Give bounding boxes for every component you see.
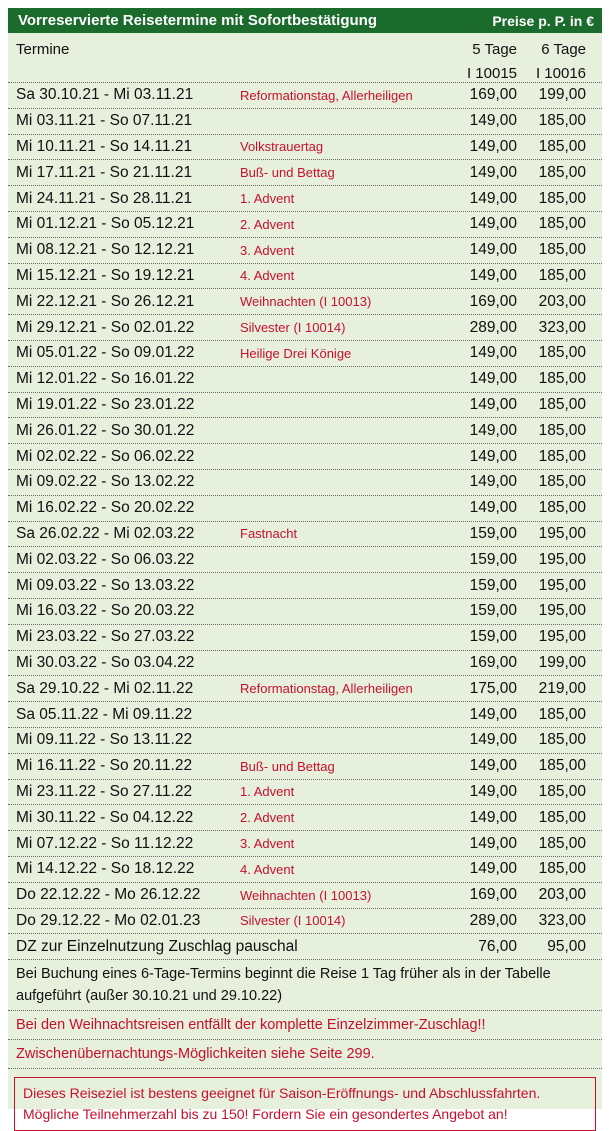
row-date: Mi 09.02.22 - So 13.02.22 bbox=[16, 473, 195, 491]
row-date: Mi 05.01.22 - So 09.01.22 bbox=[16, 344, 195, 362]
row-price-5: 149,00 bbox=[469, 344, 517, 362]
row-price-6: 185,00 bbox=[538, 241, 586, 259]
row-holiday: 1. Advent bbox=[240, 784, 295, 800]
row-price-5: 149,00 bbox=[469, 499, 517, 517]
row-price-5: 159,00 bbox=[469, 628, 517, 646]
row-holiday: Silvester (I 10014) bbox=[240, 320, 346, 336]
row-date: Mi 07.12.22 - So 11.12.22 bbox=[16, 834, 194, 852]
row-price-5: 149,00 bbox=[469, 705, 517, 723]
row-price-5: 149,00 bbox=[469, 189, 517, 207]
row-price-5: 76,00 bbox=[478, 937, 517, 955]
row-holiday: 4. Advent bbox=[240, 268, 295, 284]
row-date: Mi 19.01.22 - So 23.01.22 bbox=[16, 395, 195, 413]
row-price-5: 169,00 bbox=[469, 653, 517, 671]
row-date: Mi 17.11.21 - So 21.11.21 bbox=[16, 163, 193, 181]
row-date: Mi 01.12.21 - So 05.12.21 bbox=[16, 215, 195, 233]
row-price-5: 149,00 bbox=[469, 731, 517, 749]
row-price-6: 95,00 bbox=[547, 937, 586, 955]
row-price-5: 159,00 bbox=[469, 550, 517, 568]
row-price-5: 149,00 bbox=[469, 834, 517, 852]
row-date: DZ zur Einzelnutzung Zuschlag pauschal bbox=[16, 937, 298, 955]
row-date: Do 22.12.22 - Mo 26.12.22 bbox=[16, 886, 201, 904]
row-date: Mi 02.03.22 - So 06.03.22 bbox=[16, 550, 195, 568]
group-offer-line-2: Mögliche Teilnehmerzahl bis zu 150! Fordern Sie ein gesondertes Angebot an! bbox=[23, 1106, 508, 1123]
row-date: Mi 30.03.22 - So 03.04.22 bbox=[16, 653, 195, 671]
group-offer-box bbox=[14, 1077, 596, 1131]
table-title: Vorreservierte Reisetermine mit Sofortbestätigung bbox=[18, 12, 377, 29]
row-price-6: 195,00 bbox=[538, 576, 586, 594]
row-date: Mi 12.01.22 - So 16.01.22 bbox=[16, 370, 195, 388]
row-price-5: 149,00 bbox=[469, 447, 517, 465]
row-date: Mi 26.01.22 - So 30.01.22 bbox=[16, 421, 195, 439]
christmas-note: Bei den Weihnachtsreisen entfällt der komplette Einzelzimmer-Zuschlag!! bbox=[8, 1011, 602, 1040]
row-date: Mi 24.11.21 - So 28.11.21 bbox=[16, 189, 193, 207]
row-date: Mi 14.12.22 - So 18.12.22 bbox=[16, 860, 195, 878]
row-price-6: 195,00 bbox=[538, 628, 586, 646]
table-row bbox=[8, 496, 602, 522]
row-holiday: Weihnachten (I 10013) bbox=[240, 294, 372, 310]
row-price-6: 185,00 bbox=[538, 395, 586, 413]
row-price-5: 149,00 bbox=[469, 266, 517, 284]
row-holiday: Heilige Drei Könige bbox=[240, 345, 352, 361]
table-row bbox=[8, 857, 602, 883]
row-date: Sa 29.10.22 - Mi 02.11.22 bbox=[16, 679, 194, 697]
row-date: Mi 15.12.21 - So 19.12.21 bbox=[16, 266, 195, 284]
row-holiday: 3. Advent bbox=[240, 242, 295, 258]
row-price-5: 149,00 bbox=[469, 370, 517, 388]
row-price-5: 159,00 bbox=[469, 524, 517, 542]
row-price-6: 185,00 bbox=[538, 370, 586, 388]
row-price-5: 149,00 bbox=[469, 137, 517, 155]
row-date: Mi 03.11.21 - So 07.11.21 bbox=[16, 112, 193, 130]
row-price-6: 185,00 bbox=[538, 266, 586, 284]
row-date: Mi 23.03.22 - So 27.03.22 bbox=[16, 628, 195, 646]
group-offer-line-1: Dieses Reiseziel ist bestens geeignet für Saison-Eröffnungs- und Abschlussfahrten. bbox=[23, 1085, 541, 1102]
row-price-5: 149,00 bbox=[469, 395, 517, 413]
row-price-5: 149,00 bbox=[469, 860, 517, 878]
row-holiday: 2. Advent bbox=[240, 216, 295, 232]
row-price-6: 195,00 bbox=[538, 602, 586, 620]
row-price-5: 149,00 bbox=[469, 782, 517, 800]
table-row bbox=[8, 83, 602, 109]
row-price-5: 169,00 bbox=[469, 292, 517, 310]
row-price-5: 149,00 bbox=[469, 473, 517, 491]
code-6-tage: I 10016 bbox=[535, 65, 586, 82]
table-row bbox=[8, 934, 602, 960]
row-price-6: 185,00 bbox=[538, 499, 586, 517]
table-row bbox=[8, 909, 602, 935]
row-holiday: Buß- und Bettag bbox=[240, 165, 335, 181]
table-row bbox=[8, 728, 602, 754]
row-price-6: 195,00 bbox=[538, 550, 586, 568]
table-row bbox=[8, 883, 602, 909]
column-termine: Termine bbox=[16, 41, 70, 58]
table-row bbox=[8, 109, 602, 135]
row-date: Mi 23.11.22 - So 27.11.22 bbox=[16, 782, 193, 800]
row-price-6: 203,00 bbox=[538, 292, 586, 310]
table-row bbox=[8, 418, 602, 444]
schedule-rows bbox=[8, 83, 602, 960]
row-holiday: Buß- und Bettag bbox=[240, 758, 335, 774]
row-price-5: 175,00 bbox=[469, 679, 517, 697]
code-5-tage: I 10015 bbox=[466, 65, 517, 82]
table-header-bar bbox=[8, 8, 602, 33]
row-price-6: 185,00 bbox=[538, 834, 586, 852]
row-price-5: 149,00 bbox=[469, 215, 517, 233]
row-date: Mi 10.11.21 - So 14.11.21 bbox=[16, 137, 193, 155]
table-row bbox=[8, 831, 602, 857]
row-holiday: 1. Advent bbox=[240, 191, 295, 207]
row-price-5: 149,00 bbox=[469, 112, 517, 130]
row-price-6: 323,00 bbox=[538, 318, 586, 336]
overnight-note: Zwischenübernachtungs-Möglichkeiten siehe Seite 299. bbox=[8, 1040, 602, 1069]
table-row bbox=[8, 212, 602, 238]
table-row bbox=[8, 393, 602, 419]
table-row bbox=[8, 805, 602, 831]
booking-note: Bei Buchung eines 6-Tage-Termins beginnt die Reise 1 Tag früher als in der Tabelle aufgeführt (außer 30.10.21 und 29.10.22) bbox=[8, 960, 602, 1011]
row-price-6: 185,00 bbox=[538, 344, 586, 362]
table-row bbox=[8, 651, 602, 677]
row-price-5: 159,00 bbox=[469, 576, 517, 594]
row-price-6: 185,00 bbox=[538, 731, 586, 749]
table-row bbox=[8, 444, 602, 470]
row-holiday: Silvester (I 10014) bbox=[240, 913, 346, 929]
row-date: Sa 05.11.22 - Mi 09.11.22 bbox=[16, 705, 193, 723]
row-holiday: Reformationstag, Allerheiligen bbox=[240, 681, 413, 697]
row-date: Mi 02.02.22 - So 06.02.22 bbox=[16, 447, 195, 465]
column-header-row bbox=[8, 33, 602, 58]
row-price-6: 195,00 bbox=[538, 524, 586, 542]
row-holiday: Volkstrauertag bbox=[240, 139, 324, 155]
row-date: Mi 16.03.22 - So 20.03.22 bbox=[16, 602, 195, 620]
row-date: Mi 08.12.21 - So 12.12.21 bbox=[16, 241, 195, 259]
table-row bbox=[8, 160, 602, 186]
table-row bbox=[8, 238, 602, 264]
row-price-6: 185,00 bbox=[538, 860, 586, 878]
table-row bbox=[8, 367, 602, 393]
table-row bbox=[8, 702, 602, 728]
row-price-6: 185,00 bbox=[538, 473, 586, 491]
row-holiday: 4. Advent bbox=[240, 861, 295, 877]
row-price-6: 185,00 bbox=[538, 447, 586, 465]
row-date: Mi 16.02.22 - So 20.02.22 bbox=[16, 499, 195, 517]
row-holiday: Weihnachten (I 10013) bbox=[240, 887, 372, 903]
row-price-5: 149,00 bbox=[469, 421, 517, 439]
row-price-5: 149,00 bbox=[469, 808, 517, 826]
price-note: Preise p. P. in € bbox=[492, 12, 594, 29]
row-date: Mi 22.12.21 - So 26.12.21 bbox=[16, 292, 195, 310]
table-row bbox=[8, 341, 602, 367]
row-price-6: 185,00 bbox=[538, 705, 586, 723]
table-row bbox=[8, 676, 602, 702]
row-price-6: 199,00 bbox=[538, 653, 586, 671]
table-row bbox=[8, 625, 602, 651]
row-date: Sa 26.02.22 - Mi 02.03.22 bbox=[16, 524, 195, 542]
row-price-6: 323,00 bbox=[538, 911, 586, 929]
row-date: Mi 29.12.21 - So 02.01.22 bbox=[16, 318, 195, 336]
row-price-6: 219,00 bbox=[538, 679, 586, 697]
row-price-5: 149,00 bbox=[469, 241, 517, 259]
table-row bbox=[8, 547, 602, 573]
column-5-tage: 5 Tage bbox=[472, 41, 517, 58]
table-row bbox=[8, 780, 602, 806]
table-row bbox=[8, 135, 602, 161]
row-date: Mi 16.11.22 - So 20.11.22 bbox=[16, 757, 193, 775]
row-date: Mi 09.11.22 - So 13.11.22 bbox=[16, 731, 193, 749]
row-price-5: 149,00 bbox=[469, 163, 517, 181]
table-row bbox=[8, 315, 602, 341]
row-date: Sa 30.10.21 - Mi 03.11.21 bbox=[16, 86, 194, 104]
row-holiday: 3. Advent bbox=[240, 836, 295, 851]
row-price-6: 185,00 bbox=[538, 782, 586, 800]
row-price-5: 169,00 bbox=[469, 886, 517, 904]
row-price-6: 185,00 bbox=[538, 421, 586, 439]
row-price-6: 185,00 bbox=[538, 137, 586, 155]
schedule-panel bbox=[8, 8, 602, 1123]
row-holiday: Reformationstag, Allerheiligen bbox=[240, 87, 413, 103]
row-price-5: 149,00 bbox=[469, 757, 517, 775]
table-row bbox=[8, 186, 602, 212]
row-price-6: 185,00 bbox=[538, 757, 586, 775]
row-price-6: 203,00 bbox=[538, 886, 586, 904]
row-price-6: 199,00 bbox=[538, 86, 586, 104]
row-date: Mi 30.11.22 - So 04.12.22 bbox=[16, 808, 194, 826]
table-row bbox=[8, 754, 602, 780]
row-price-6: 185,00 bbox=[538, 112, 586, 130]
table-row bbox=[8, 522, 602, 548]
table-row bbox=[8, 289, 602, 315]
row-price-6: 185,00 bbox=[538, 215, 586, 233]
row-date: Mi 09.03.22 - So 13.03.22 bbox=[16, 576, 195, 594]
column-6-tage: 6 Tage bbox=[541, 41, 586, 58]
row-price-6: 185,00 bbox=[538, 163, 586, 181]
row-price-5: 169,00 bbox=[469, 86, 517, 104]
row-holiday: Fastnacht bbox=[240, 526, 298, 542]
row-price-6: 185,00 bbox=[538, 189, 586, 207]
table-row bbox=[8, 470, 602, 496]
row-date: Do 29.12.22 - Mo 02.01.23 bbox=[16, 911, 201, 929]
table-row bbox=[8, 573, 602, 599]
row-price-5: 159,00 bbox=[469, 602, 517, 620]
row-price-5: 289,00 bbox=[469, 318, 517, 336]
column-code-row bbox=[8, 58, 602, 83]
row-price-5: 289,00 bbox=[469, 911, 517, 929]
row-holiday: 2. Advent bbox=[240, 810, 295, 826]
table-row bbox=[8, 264, 602, 290]
row-price-6: 185,00 bbox=[538, 808, 586, 826]
table-row bbox=[8, 599, 602, 625]
